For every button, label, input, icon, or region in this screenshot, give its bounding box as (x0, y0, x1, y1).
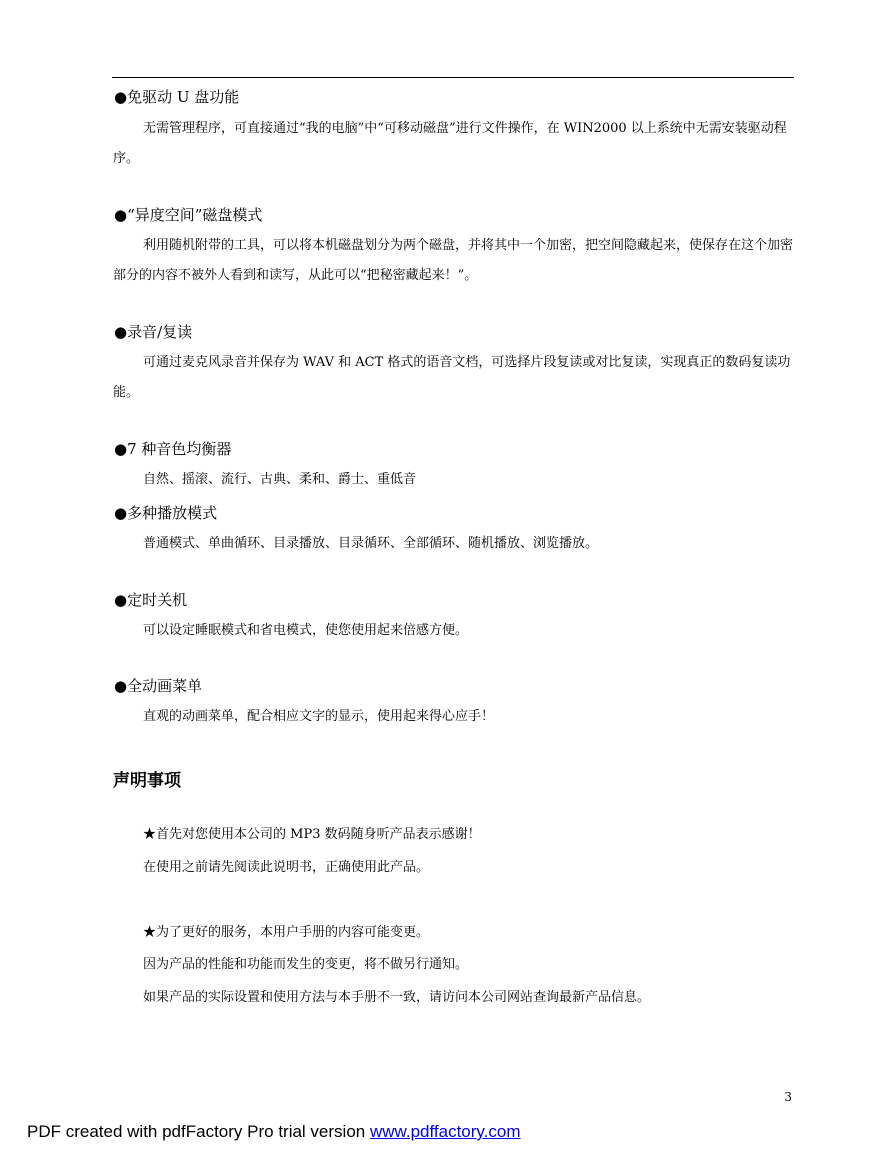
feature-title-usb-drive: ●免驱动 U 盘功能 (114, 88, 240, 106)
feature-text-recording: 可通过麦克风录音并保存为 WAV 和 ACT 格式的语音文档，可选择片段复读或对比复读，实现真正的数码复读功能。 (113, 355, 791, 400)
feature-title-animated-menu: ●全动画菜单 (114, 677, 203, 695)
feature-text-play-modes: 普通模式、单曲循环、目录播放、目录循环、全部循环、随机播放、浏览播放。 (143, 536, 599, 551)
declaration-title: 声明事项 (113, 771, 181, 791)
feature-text-equalizer: 自然、摇滚、流行、古典、柔和、爵士、重低音 (143, 472, 417, 487)
feature-title-hidden-disk: ●“异度空间”磁盘模式 (114, 206, 263, 224)
declaration-line: 如果产品的实际设置和使用方法与本手册不一致，请访问本公司网站查询最新产品信息。 (143, 990, 651, 1005)
declaration-line: 在使用之前请先阅读此说明书，正确使用此产品。 (143, 860, 430, 875)
declaration-line: ★为了更好的服务，本用户手册的内容可能变更。 (143, 925, 430, 940)
declaration-line: 因为产品的性能和功能而发生的变更，将不做另行通知。 (143, 957, 469, 972)
header-rule (112, 77, 794, 78)
feature-text-animated-menu: 直观的动画菜单，配合相应文字的显示，使用起来得心应手！ (143, 709, 495, 724)
feature-text-usb-drive: 无需管理程序，可直接通过“我的电脑”中“可移动磁盘”进行文件操作，在 WIN2000 以上系统中无需安装驱动程序。 (113, 121, 787, 166)
feature-title-play-modes: ●多种播放模式 (114, 504, 218, 522)
feature-title-equalizer: ●7 种音色均衡器 (114, 440, 232, 458)
declaration-line: ★首先对您使用本公司的 MP3 数码随身听产品表示感谢！ (143, 827, 481, 842)
footer-text: PDF created with pdfFactory Pro trial version (27, 1122, 370, 1141)
feature-title-timer-off: ●定时关机 (114, 591, 188, 609)
footer-link[interactable]: www.pdffactory.com (369, 1122, 521, 1141)
feature-text-timer-off: 可以设定睡眠模式和省电模式，使您使用起来倍感方便。 (143, 623, 469, 638)
page-number: 3 (784, 1090, 792, 1104)
pdf-footer (27, 1122, 521, 1142)
feature-title-recording: ●录音/复读 (114, 323, 193, 341)
feature-text-hidden-disk: 利用随机附带的工具，可以将本机磁盘划分为两个磁盘，并将其中一个加密，把空间隐藏起来，使保存在这个加密部分的内容不被外人看到和读写，从此可以“把秘密藏起来！”。 (113, 238, 794, 283)
